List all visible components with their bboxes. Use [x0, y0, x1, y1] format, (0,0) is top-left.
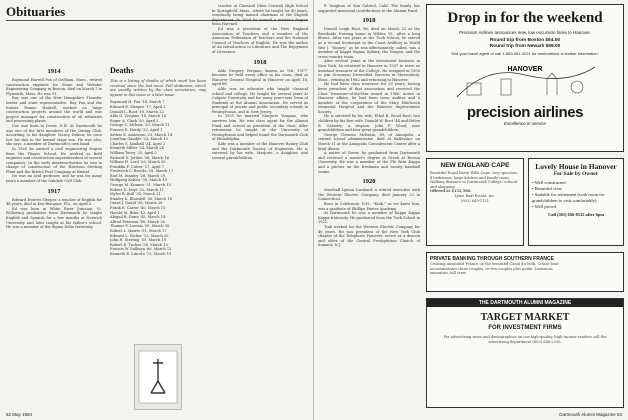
cape-body: Beautiful Royal Barry Wills Cape, very spacious, 4 bedrooms, large kitchen and family room. Walking distance to Dartmouth College, schools and shopping. — [430, 171, 519, 189]
obituary-paragraph: Donald Leigh Root, 86, died on March 22 at the Brookside Nursing home in Wilder, Vt., after a long illness. After two years at the Tuck School, he served as a second lieutenant in the Coast Artillery in World War I. "Stoney," as he was affectionately called, was a member of Kappa Sigma, Sphinx, the Dragon, and the cross-country team. — [318, 27, 420, 59]
death-entry: Roger A. Clark '20, April 2 — [110, 118, 159, 123]
class-year-heading: 1914 — [47, 68, 61, 75]
hanover-illustration — [427, 57, 623, 105]
obituary-paragraph: P. Vaughan of San Gabriel, Calif. The family has suggested memorial contributions to the Alumni Fund. — [318, 4, 420, 13]
magazine-banner: THE DARTMOUTH ALUMNI MAGAZINE — [427, 299, 623, 307]
death-entry: Frederick C. Brooks '28, March 17 — [110, 169, 174, 174]
target-body: For advertising rates and demographics on our high-quality, high-income readers call the advertising department (603) 646-2256. — [443, 335, 607, 344]
banking-body: Cruising unspoiled France on the beautiful Canal du Midi. Cruise boat accommodates three couples, or two couples plus guide. Luxurious amenities, full crew. — [430, 262, 559, 276]
lovely-bullets — [532, 180, 620, 210]
map-label: HANOVER — [507, 66, 543, 73]
cape-price: Offered at $152,500. — [430, 189, 472, 194]
death-entry: Thomas F. Loomis '50, March 30 — [110, 224, 170, 229]
obituary-paragraph: Aldo Gregory Vergano, known as "Mr. 1917" because he held every office in his class, died at Hanover General Hospital in Hanover on April 18, aged 88. — [212, 68, 308, 87]
obituary-paragraph: He was an avid gardener, and he was for many years a member of the Oakdale Golf Club. — [6, 174, 102, 184]
death-entry: Edward E. Sleeper '17, April 2 — [110, 104, 166, 109]
class-year-heading: 1918 — [362, 17, 376, 25]
cape-phone: (802) 649-1131 — [460, 198, 490, 203]
target-market-ad — [426, 298, 624, 408]
death-entry: Francis E. Hardy '22, April 1 — [110, 127, 163, 132]
death-entry: Earl M. Stanley '28, March 29 — [110, 173, 165, 178]
lovely-call: Call (301) 656-8132 after 6pm — [548, 212, 604, 217]
obituary-paragraph: He is survived by his wife, Ethel B. Wood Root; two children by his first wife, Donald W. Root '44 and Helen B. Gaboury; a stepson, John F. Wood; nine grandchildren and four great-grandchildren. — [318, 114, 420, 133]
death-entry: George M. Kramer '31, March 13 — [110, 183, 171, 188]
target-title: TARGET MARKET — [480, 312, 570, 323]
fare-newark: Round trip from Newark $99.00 — [489, 44, 561, 49]
airline-tag: Excellence in service — [503, 121, 547, 126]
deaths-title: Deaths — [110, 66, 134, 75]
lovely-house-ad — [528, 158, 624, 246]
death-entry: Frank E. Carter '40, March 15 — [110, 206, 166, 211]
lovely-sub: For Sale by Owner — [553, 171, 599, 177]
ad-sub: Precision Airlines announces new, low excursion fares to Hanover. — [458, 30, 592, 35]
death-entry: Wolfgang Kohler '30, March 19 — [110, 178, 167, 183]
death-entry: Robert D. Hoyt '32, March 11 — [110, 187, 164, 192]
new-england-cape-ad — [426, 158, 524, 246]
page-footer: 62 May 1984 — [6, 412, 33, 417]
lovely-bullet — [532, 204, 620, 210]
death-entry: William H. Lord '26, March 30 — [110, 160, 166, 165]
deaths-intro: This is a listing of deaths of which word has been received since the last issue. Full obituaries, which are usually written by the class secretaries, may appear in this issue or a later issue. — [110, 79, 206, 97]
deaths-name-list — [110, 100, 206, 256]
obituary-paragraph: A native of Dover, he graduated from Dartmouth and received a master's degree in Greek at Boston University. He was a member of the Phi Beta Kappa and a pitcher on the freshman and varsity baseball teams. — [318, 151, 420, 174]
death-entry: William Tavey '25, April 2 — [110, 150, 157, 155]
death-entry: Myles B. Bull '34, March 21 — [110, 192, 161, 197]
fare-boston: Round trip from Boston $64.00 — [489, 38, 561, 43]
bullet-text: Beautiful view — [534, 186, 562, 191]
death-entry: Aldo G. Vergano '18, March 18 — [110, 114, 166, 119]
page-footer-right: Dartmouth Alumni Magazine 63 — [559, 412, 622, 417]
death-entry: John H. Sterling '55, March 19 — [110, 238, 167, 243]
obituaries-column-4 — [318, 4, 420, 408]
obituary-paragraph: After several years in the investment business in New York, he returned to Hanover in 1937 to serve as assistant treasurer of the College. He resigned in 1955 to join Grossman Diversified Services in Shrewsbury, Mass., retiring in 1962 and returning to Hanover. — [318, 59, 420, 82]
obituaries-column-1 — [6, 64, 102, 408]
death-entry: Robert L. Harris '51, March 17 — [110, 229, 167, 233]
precision-airlines-ad — [426, 4, 624, 152]
ad-headline: Drop in for the weekend — [447, 10, 603, 26]
lovely-title: Lovely House in Hanover — [535, 162, 617, 171]
obituary-paragraph: In 1931 he married Marjorie Vergano, who survives him. He was class agent for the Alumni Fund and served as president of the class. After retirement he taught at the University of Pennsylvania and helped found the Dartmouth Club of Philadelphia. — [212, 114, 308, 142]
bullet-text: Well priced — [534, 204, 556, 209]
death-entry: Charles S. Kimball '24, April 2 — [110, 141, 166, 146]
obituary-paragraph: Born in Colebrook, N.H., "Kink," as we knew him, was a graduate of Phillips Exeter Academy. — [318, 201, 420, 211]
cape-agent: Lyme Real Estate, Inc. — [454, 193, 496, 198]
death-entry: Richard D. Jordan '26, March 16 — [110, 155, 170, 160]
obituary-paragraph: Ed was born in White River Junction, Vt. Following graduation from Dartmouth he taught English and Spanish for a few months at Norwich University and later taught at his father's school. He was a member of the Sigma Delta fraternity. — [6, 206, 102, 230]
target-sub: FOR INVESTMENT FIRMS — [488, 325, 562, 331]
death-entry: Abigail B. Dunn '45, March 14 — [110, 215, 166, 220]
obituary-paragraph: Tink worked for the Western Electric Company for 40 years. He was president of the New York Club chapter of the Telephone Pioneers, active as a deacon and elder of the Central Presbyterian Church of Summit, N.J. — [318, 224, 420, 248]
obituary-paragraph: Ray was one of the New Hampshire Transfer leader and state representative. Ray Fox and the former Fannie Haskell, worked on large construction projects around the world and was project manager for construction of oil refineries and processing plants. — [6, 96, 102, 124]
obituaries-column-3 — [212, 4, 308, 408]
obituary-paragraph: Gov was born in Dover, N.H. At Dartmouth he was one of the first members of the Outing Club. According to his daughter, Nancy Dubow, he once lost his skis in the kennel stage run. He was also, she says, a member of Dartmouth's own band. — [6, 123, 102, 147]
ad-note: See your travel agent or call 1-800-451-4221 for reservations or further information. — [451, 51, 599, 56]
obituary-paragraph: Edward Everett Sleeper, a teacher of English for 48 years, died in Key Biscayne, Fla., on April 2. — [6, 197, 102, 207]
deaths-listing — [110, 66, 206, 336]
death-entry: Donald L. Root '18, March 22 — [110, 109, 164, 114]
section-title: Obituaries — [6, 4, 66, 19]
memorial-photo — [134, 344, 182, 410]
obituary-paragraph: teacher at Classical (then Central) High School in Springfield, Mass., where he taught for 40 years, eventually being named chairman of the English department. In 1929 he earned a master's degree from Harvard. — [212, 4, 308, 27]
death-entry: George C. Mcbain '20, March 11 — [110, 123, 170, 128]
cape-title: NEW ENGLAND CAPE — [440, 162, 510, 169]
bullet-icon: • — [532, 180, 535, 185]
death-entry: Robert E. Tucker '58, March 13 — [110, 242, 168, 247]
obituary-paragraph: In 1920 he earned a civil engineering degree from the Thayer School. He worked as field engineer and construction superintendent of several companies. In the early nineteen-thirties he was in charge of construction of the Harrison Sterling Plant and the Bristol Fuel Company at Bristol. — [6, 146, 102, 174]
obituary-paragraph: At Dartmouth he was a member of Kappa Kappa Kappa fraternity. He graduated from the Tuck School in 1921. — [318, 211, 420, 225]
death-entry: Francis W. Sullivan '66, March 12 — [110, 247, 172, 252]
banking-title: PRIVATE BANKING THROUGH SOUTHERN FRANCE — [430, 256, 554, 262]
death-entry: Kenneth Miller '24, March 24 — [110, 146, 164, 151]
bullet-icon: • — [532, 192, 535, 197]
private-banking-ad — [426, 252, 624, 292]
obituary-paragraph: Raymond Harrell Fox of Dedham, Mass., retired construction engineer for Stone and Webster Engineering Company in Boston, died on March 7 in Plymouth, Mass. He was 91. — [6, 78, 102, 96]
death-entry: Jonathan Gamble '23, March 12 — [110, 137, 168, 142]
obituary-paragraph: Marshall Lyman Lombard, a retired executive with the Western Electric Company, died January 23 in Connecticut. — [318, 188, 420, 202]
obituary-paragraph: He had been class treasurer for 20 years, having been president of that association and received the Class Treasurer-of-the-Year award in 1966. Active in Hanover affairs, he had been town auditor and a member of the corporation of the Mary Hitchcock Memorial Hospital and the Hanover Improvement Society. — [318, 82, 420, 114]
obituary-paragraph: Ed was a president of the New England Association of Teachers and a member of the American Federation of Teachers and the National Council of Teachers of English. He was the author of An Introduction to Literature and The Enjoyment of Literature. — [212, 26, 308, 54]
death-entry: Edward L. Ricker '53, March 20 — [110, 233, 169, 238]
death-entry: Stanley K. Blaisdell '36, March 18 — [110, 196, 173, 201]
bullet-text: Well constructed — [534, 180, 566, 185]
death-entry: Arthur E. Anderson '23, March 14 — [110, 132, 173, 137]
right-page — [314, 0, 628, 420]
death-entry: Alfred Peterson '48, March 26 — [110, 219, 165, 224]
bullet-icon: • — [532, 204, 535, 209]
obituary-paragraph: Aldo was a member of the Hanover Rotary Club and the Dartmouth Society of Engineers. He is survived by his wife, Marjorie, a daughter, and several grandchildren. — [212, 142, 308, 160]
death-entry: Raymond H. Fox '14, March 7 — [110, 100, 165, 105]
obituary-paragraph: Aldo was an educator who taught classical school and college. He taught for several years at Colgate University and for many years was Dean of Students at the Alumni Association. He served as principal of private and public secondary schools in Pennsylvania, and in New Jersey. — [212, 86, 308, 114]
death-entry: David J. Gould '38, March 28 — [110, 201, 163, 206]
death-entry: Kenneth E. Lincoln '73, March 19 — [110, 251, 172, 256]
bullet-text: Suitable for retirement (with room for grandchildren to visit comfortably) — [532, 192, 605, 203]
class-year-heading: 1918 — [253, 58, 267, 66]
airline-brand: precision airlines — [466, 104, 584, 121]
bullet-icon: • — [532, 186, 535, 191]
class-year-heading: 1917 — [47, 187, 61, 195]
obituary-paragraph: George Clement McBrain, 89, of Annapolis, a retired school administrator, died at Ballentine on March 11 at the Annapolis Convalescent Center after a brief illness. — [318, 132, 420, 151]
death-entry: Harold M. Bliss '43, April 1 — [110, 210, 160, 215]
death-entry: Franklin F. Cutter '27, April 7 — [110, 164, 164, 169]
lovely-bullet — [532, 192, 620, 204]
class-year-heading: 1920 — [362, 178, 376, 186]
